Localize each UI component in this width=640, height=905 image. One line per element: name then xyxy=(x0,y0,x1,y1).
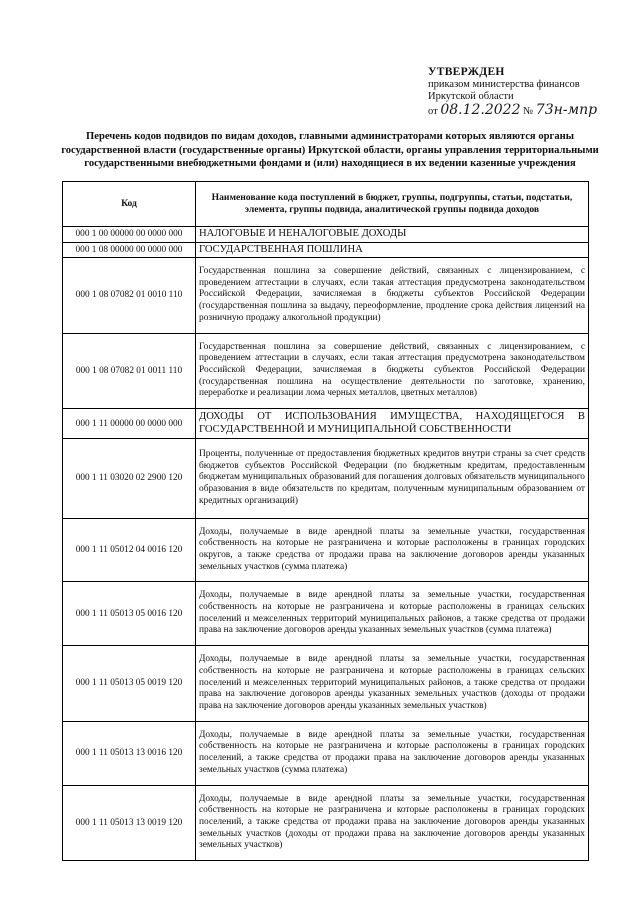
header-code: Код xyxy=(63,182,196,227)
row-code: 000 1 08 07082 01 0011 110 xyxy=(63,333,196,409)
row-code: 000 1 11 05012 04 0016 120 xyxy=(63,518,196,582)
row-description: Проценты, полученные от предоставления бюджетных кредитов внутри страны за счет средств бюджетов субъектов Российской Федерации (по бюджетным кредитам, предоставленным бюджетам муниципальных образований для погашения долговых обязательств муниципального образования в виде обязательств по кредитам, полученным муниципальным образованием от кредитных организаций) xyxy=(196,439,589,519)
row-description: Доходы, получаемые в виде арендной платы за земельные участки, государственная собственность на которые не разграничена и которые расположены в границах сельских поселений и межселенных территорий муниципальных районов, а также средства от продажи права на заключение договоров аренды указанных земельных участков (доходы от продажи права на заключение договоров аренды указанных земельных участков) xyxy=(196,646,589,722)
approval-region-line: Иркутской области xyxy=(428,91,514,102)
table-row xyxy=(63,227,589,243)
row-description: Доходы, получаемые в виде арендной платы за земельные участки, государственная собственность на которые не разграничена и которые расположены в границах городских поселений, а также средства от продажи права на заключение договоров аренды указанных земельных участков (сумма платежа) xyxy=(196,721,589,785)
number-label: № xyxy=(523,105,534,117)
from-label: от xyxy=(428,105,438,117)
row-description: Доходы, получаемые в виде арендной платы за земельные участки, государственная собственность на которые не разграничена и которые расположены в границах городских округов, а также средства от продажи права на заключение договоров аренды указанных земельных участков (сумма платежа) xyxy=(196,518,589,582)
table-row xyxy=(63,409,589,439)
approval-block xyxy=(428,66,628,118)
handwritten-number: 73н-мпр xyxy=(535,101,598,118)
row-description: Государственная пошлина за совершение действий, связанных с лицензированием, с проведением аттестации в случаях, если такая аттестация предусмотрена законодательством Российской Федерации, зачисляемая в бюджеты субъектов Российской Федерации (государственная пошлина за выдачу, переоформление, продление срока действия лицензий на розничную продажу алкогольной продукции) xyxy=(196,258,589,334)
row-code: 000 1 00 00000 00 0000 000 xyxy=(63,227,196,243)
row-code: 000 1 08 00000 00 0000 000 xyxy=(63,242,196,258)
row-code: 000 1 11 05013 05 0019 120 xyxy=(63,646,196,722)
table-header-row xyxy=(63,182,589,227)
row-code: 000 1 11 00000 00 0000 000 xyxy=(63,409,196,439)
row-code: 000 1 11 05013 13 0016 120 xyxy=(63,721,196,785)
table-row xyxy=(63,242,589,258)
table-row xyxy=(63,518,589,582)
row-code: 000 1 08 07082 01 0010 110 xyxy=(63,258,196,334)
row-code: 000 1 11 05013 05 0016 120 xyxy=(63,582,196,646)
table-row xyxy=(63,258,589,334)
handwritten-date: 08.12.2022 xyxy=(440,101,521,118)
row-description: ГОСУДАРСТВЕННАЯ ПОШЛИНА xyxy=(196,242,589,258)
table-row xyxy=(63,439,589,519)
row-description: НАЛОГОВЫЕ И НЕНАЛОГОВЫЕ ДОХОДЫ xyxy=(196,227,589,243)
table-row xyxy=(63,721,589,785)
table-row xyxy=(63,785,589,861)
table-row xyxy=(63,646,589,722)
row-code: 000 1 11 05013 13 0019 120 xyxy=(63,785,196,861)
row-description: Доходы, получаемые в виде арендной платы за земельные участки, государственная собственность на которые не разграничена и которые расположены в границах городских поселений, а также средства от продажи права на заключение договоров аренды указанных земельных участков (доходы от продажи права на заключение договоров аренды указанных земельных участков) xyxy=(196,785,589,861)
table-row xyxy=(63,333,589,409)
row-description: ДОХОДЫ ОТ ИСПОЛЬЗОВАНИЯ ИМУЩЕСТВА, НАХОДЯЩЕГОСЯ В ГОСУДАРСТВЕННОЙ И МУНИЦИПАЛЬНОЙ СОБСТВЕННОСТИ xyxy=(196,409,589,439)
header-name: Наименование кода поступлений в бюджет, группы, подгруппы, статьи, подстатьи, элемента, группы подвида, аналитической группы подвида доходов xyxy=(196,182,589,227)
row-code: 000 1 11 03020 02 2900 120 xyxy=(63,439,196,519)
table-row xyxy=(63,582,589,646)
approval-date-line xyxy=(428,101,628,119)
codes-table xyxy=(62,181,589,861)
document-heading: Перечень кодов подвидов по видам доходов, главными администраторами которых являются органы государственной власти (государственные органы) Иркутской области, органы управления территориальными государственными внебюджетными фондами и (или) находящиеся в их ведении казенные учреждения xyxy=(61,131,599,169)
approval-title: УТВЕРЖДЕН xyxy=(428,66,505,78)
approval-order-line: приказом министерства финансов xyxy=(428,78,580,90)
row-description: Доходы, получаемые в виде арендной платы за земельные участки, государственная собственность на которые не разграничена и которые расположены в границах сельских поселений и межселенных территорий муниципальных районов, а также средства от продажи права на заключение договоров аренды указанных земельных участков (сумма платежа) xyxy=(196,582,589,646)
row-description: Государственная пошлина за совершение действий, связанных с лицензированием, с проведением аттестации в случаях, если такая аттестация предусмотрена законодательством Российской Федерации, зачисляемая в бюджеты субъектов Российской Федерации (государственная пошлина на осуществление деятельности по заготовке, хранению, переработке и реализации лома черных металлов, цветных металлов) xyxy=(196,333,589,409)
table-body xyxy=(63,227,589,861)
